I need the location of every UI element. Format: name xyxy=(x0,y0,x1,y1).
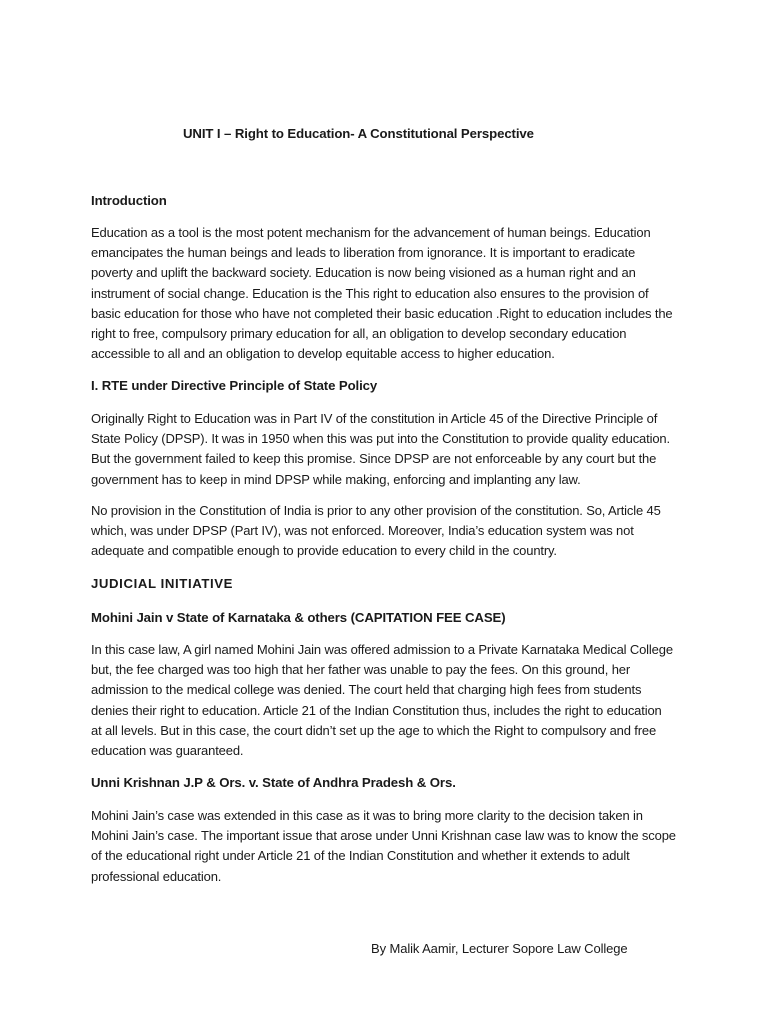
unni-krishnan-paragraph xyxy=(91,806,683,887)
rte-dpsp-heading: I. RTE under Directive Principle of State Policy xyxy=(91,378,378,393)
author-signature: By Malik Aamir, Lecturer Sopore Law College xyxy=(371,941,628,956)
paragraph-line: No provision in the Constitution of India is prior to any other provision of the constitution. So, Article 45 xyxy=(91,503,661,518)
paragraph-line: but, the fee charged was too high that her father was unable to pay the fees. On this ground, her xyxy=(91,662,631,678)
paragraph-line: accessible to all and an obligation to develop equitable access to higher education. xyxy=(91,346,555,362)
document-title: UNIT I – Right to Education- A Constitutional Perspective xyxy=(183,126,534,141)
rte-dpsp-section xyxy=(91,376,683,396)
paragraph-line: adequate and compatible enough to provide education to every child in the country. xyxy=(91,543,557,559)
mohini-jain-paragraph xyxy=(91,640,683,761)
paragraph-line: Originally Right to Education was in Part IV of the constitution in Article 45 of the Directive Principle of xyxy=(91,411,658,426)
paragraph-line: poverty and uplift the backward society. Education is now being visioned as a human right and an xyxy=(91,265,636,281)
paragraph-line: instrument of social change. Education is the This right to education also ensures to the provision of xyxy=(91,285,649,301)
paragraph-line: of the educational right under Article 21 of the Indian Constitution and whether it extends to adult xyxy=(91,848,630,864)
judicial-initiative-section xyxy=(91,574,683,594)
paragraph-line: at all levels. But in this case, the court didn’t set up the age to which the Right to compulsory and free xyxy=(91,722,657,738)
paragraph-line: government has to keep in mind DPSP while making, enforcing and implanting any law. xyxy=(91,471,581,487)
paragraph-line: Mohini Jain’s case. The important issue that arose under Unni Krishnan case law was to know the scope xyxy=(91,828,676,844)
paragraph-line: State Policy (DPSP). It was in 1950 when this was put into the Constitution to provide quality education. xyxy=(91,431,670,447)
paragraph-line: Education as a tool is the most potent mechanism for the advancement of human beings. Education xyxy=(91,225,651,240)
paragraph-line: professional education. xyxy=(91,868,222,884)
introduction-heading: Introduction xyxy=(91,193,167,208)
introduction-section xyxy=(91,191,683,211)
paragraph-line: Mohini Jain’s case was extended in this case as it was to bring more clarity to the decision taken in xyxy=(91,808,643,823)
paragraph-line: basic education for those who have not completed their basic education .Right to education includes the xyxy=(91,305,673,321)
mohini-jain-section xyxy=(91,608,683,628)
rte-dpsp-paragraph-1 xyxy=(91,409,683,490)
rte-dpsp-paragraph-2 xyxy=(91,501,683,562)
paragraph-line: But the government failed to keep this promise. Since DPSP are not enforceable by any court but the xyxy=(91,451,657,467)
unni-krishnan-heading: Unni Krishnan J.P & Ors. v. State of Andhra Pradesh & Ors. xyxy=(91,775,456,790)
paragraph-line: which, was under DPSP (Part IV), was not enforced. Moreover, India’s education system was not xyxy=(91,523,634,539)
paragraph-line: denies their right to education. Article 21 of the Indian Constitution thus, includes the right to education xyxy=(91,702,662,718)
paragraph-line: education was guaranteed. xyxy=(91,743,244,759)
unni-krishnan-section xyxy=(91,773,683,793)
paragraph-line: In this case law, A girl named Mohini Jain was offered admission to a Private Karnataka Medical College xyxy=(91,642,673,657)
paragraph-line: admission to the medical college was denied. The court held that charging high fees from students xyxy=(91,682,642,698)
introduction-paragraph xyxy=(91,223,683,364)
judicial-initiative-heading: JUDICIAL INITIATIVE xyxy=(91,576,234,591)
paragraph-line: right to free, compulsory primary education for all, an obligation to develop secondary education xyxy=(91,326,627,342)
mohini-jain-heading: Mohini Jain v State of Karnataka & others (CAPITATION FEE CASE) xyxy=(91,610,506,625)
paragraph-line: emancipates the human beings and leads to liberation from ignorance. It is important to eradicate xyxy=(91,245,636,261)
